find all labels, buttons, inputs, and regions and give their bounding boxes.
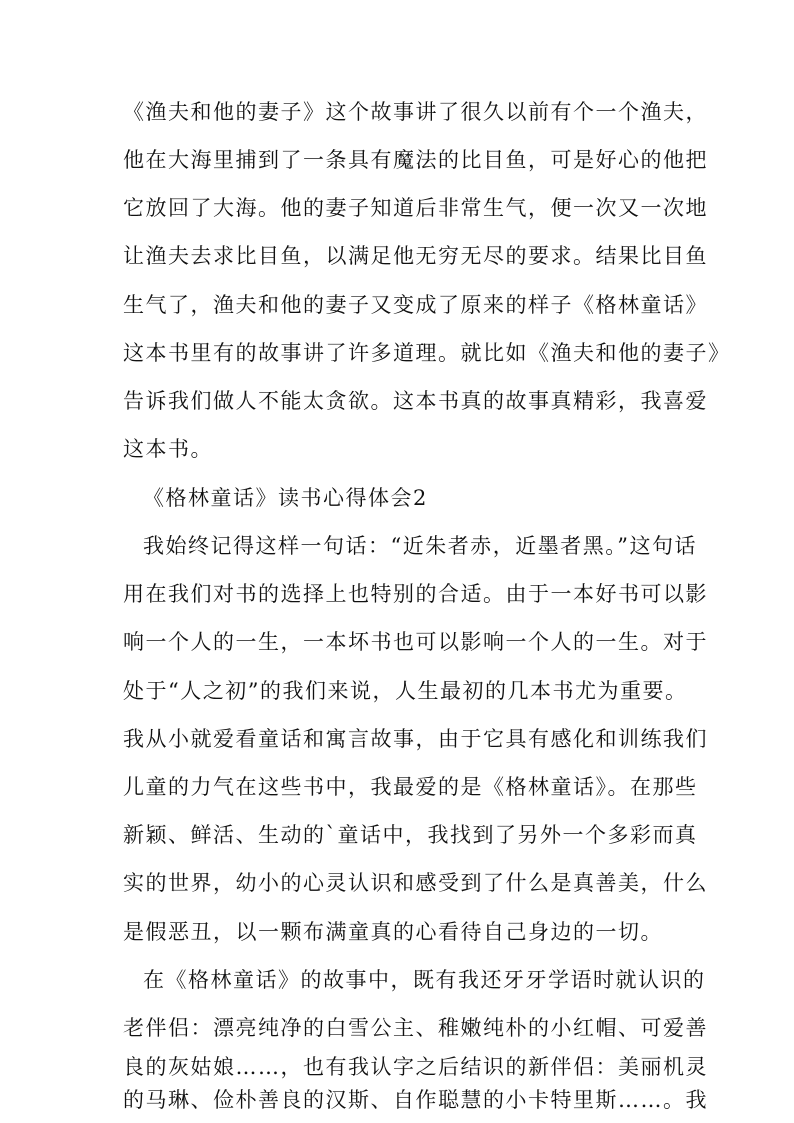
text-line-17: 实的世界，幼小的心灵认识和感受到了什么是真善美，什么 bbox=[123, 871, 708, 895]
text-line-5: 生气了，渔夫和他的妻子又变成了原来的样子《格林童话》 bbox=[123, 293, 708, 317]
text-line-15: 儿童的力气在这些书中，我最爱的是《格林童话》。在那些 bbox=[123, 775, 698, 799]
text-line-20: 老伴侣：漂亮纯净的白雪公主、稚嫩纯朴的小红帽、可爱善 bbox=[123, 1016, 708, 1040]
text-line-13: 处于“人之初”的我们来说，人生最初的几本书尤为重要。 bbox=[123, 679, 688, 703]
text-line-2: 他在大海里捕到了一条具有魔法的比目鱼，可是好心的他把 bbox=[123, 148, 708, 172]
text-line-16: 新颖、鲜活、生动的`童话中，我找到了另外一个多彩而真 bbox=[123, 823, 698, 847]
text-line-7: 告诉我们做人不能太贪欲。这本书真的故事真精彩，我喜爱 bbox=[123, 389, 708, 413]
text-line-22: 的马琳、俭朴善良的汉斯、自作聪慧的小卡特里斯……。我 bbox=[123, 1088, 708, 1112]
text-line-19: 在《格林童话》的故事中，既有我还牙牙学语时就认识的 bbox=[143, 968, 706, 992]
text-line-10: 我始终记得这样一句话：“近朱者赤，近墨者黑。”这句话 bbox=[143, 534, 697, 558]
text-line-21: 良的灰姑娘……，也有我认字之后结识的新伴侣：美丽机灵 bbox=[123, 1055, 708, 1079]
text-line-18: 是假恶丑，以一颗布满童真的心看待自己身边的一切。 bbox=[123, 920, 663, 944]
section-heading: 《格林童话》读书心得体会2 bbox=[143, 486, 428, 510]
text-line-12: 响一个人的一生，一本坏书也可以影响一个人的一生。对于 bbox=[123, 630, 708, 654]
text-line-6: 这本书里有的故事讲了许多道理。就比如《渔夫和他的妻子》 bbox=[123, 341, 731, 365]
text-line-11: 用在我们对书的选择上也特别的合适。由于一本好书可以影 bbox=[123, 582, 708, 606]
text-line-4: 让渔夫去求比目鱼，以满足他无穷无尽的要求。结果比目鱼 bbox=[123, 244, 708, 268]
text-line-1: 《渔夫和他的妻子》这个故事讲了很久以前有个一个渔夫， bbox=[123, 100, 708, 124]
text-line-8: 这本书。 bbox=[123, 437, 213, 461]
text-line-14: 我从小就爱看童话和寓言故事，由于它具有感化和训练我们 bbox=[123, 727, 708, 751]
text-line-3: 它放回了大海。他的妻子知道后非常生气，便一次又一次地 bbox=[123, 196, 708, 220]
